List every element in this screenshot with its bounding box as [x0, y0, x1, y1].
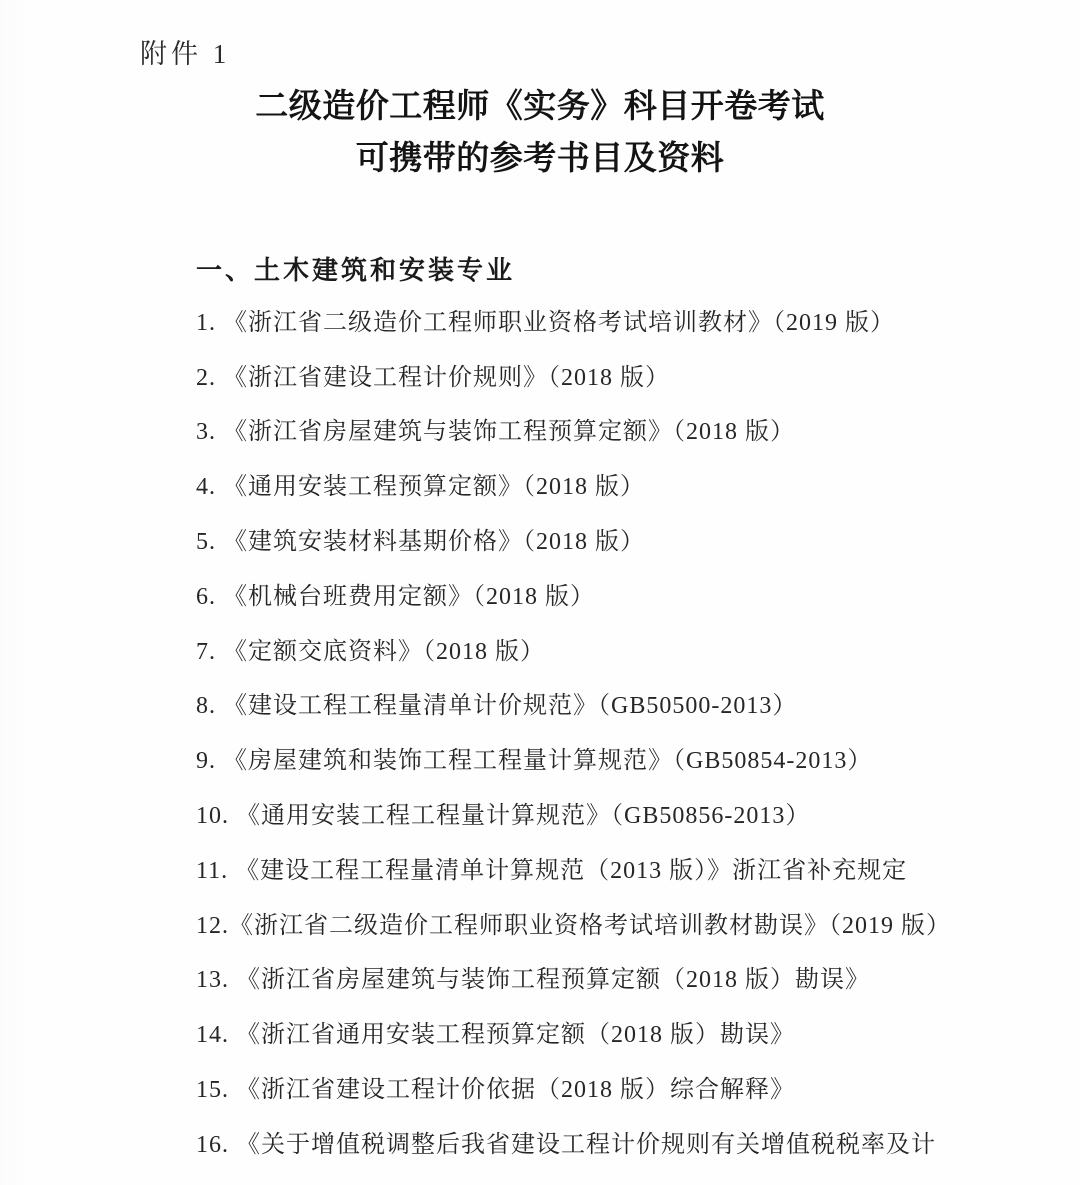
list-item: 12.《浙江省二级造价工程师职业资格考试培训教材勘误》（2019 版）: [196, 912, 951, 939]
list-item: 15. 《浙江省建设工程计价依据（2018 版）综合解释》: [196, 1077, 795, 1104]
list-item: 2. 《浙江省建设工程计价规则》（2018 版）: [196, 364, 670, 391]
list-item: 1. 《浙江省二级造价工程师职业资格考试培训教材》（2019 版）: [196, 309, 895, 336]
reference-book-list: [196, 292, 1080, 1169]
list-item: 5. 《建筑安装材料基期价格》（2018 版）: [196, 529, 645, 556]
list-item: 16. 《关于增值税调整后我省建设工程计价规则有关增值税税率及计: [196, 1131, 936, 1158]
list-item: 14. 《浙江省通用安装工程预算定额（2018 版）勘误》: [196, 1022, 795, 1049]
list-item: 8. 《建设工程工程量清单计价规范》（GB50500-2013）: [196, 693, 798, 720]
document-title-line-2: 可携带的参考书目及资料: [355, 139, 725, 176]
list-item: 11. 《建设工程工程量清单计算规范（2013 版）》浙江省补充规定: [196, 857, 908, 884]
list-item: 13. 《浙江省房屋建筑与装饰工程预算定额（2018 版）勘误》: [196, 967, 870, 994]
list-item: 4. 《通用安装工程预算定额》（2018 版）: [196, 474, 645, 501]
section-heading: 一、土木建筑和安装专业: [196, 255, 516, 285]
list-item: 7. 《定额交底资料》（2018 版）: [196, 638, 545, 665]
document-title-line-1: 二级造价工程师《实务》科目开卷考试: [255, 87, 825, 124]
list-item: 6. 《机械台班费用定额》（2018 版）: [196, 583, 595, 610]
list-item: 3. 《浙江省房屋建筑与装饰工程预算定额》（2018 版）: [196, 419, 795, 446]
attachment-label: 附件 1: [140, 39, 231, 69]
list-item: 9. 《房屋建筑和装饰工程工程量计算规范》（GB50854-2013）: [196, 748, 873, 775]
document-title: [0, 80, 1080, 184]
list-item: 10. 《通用安装工程工程量计算规范》（GB50856-2013）: [196, 803, 811, 830]
